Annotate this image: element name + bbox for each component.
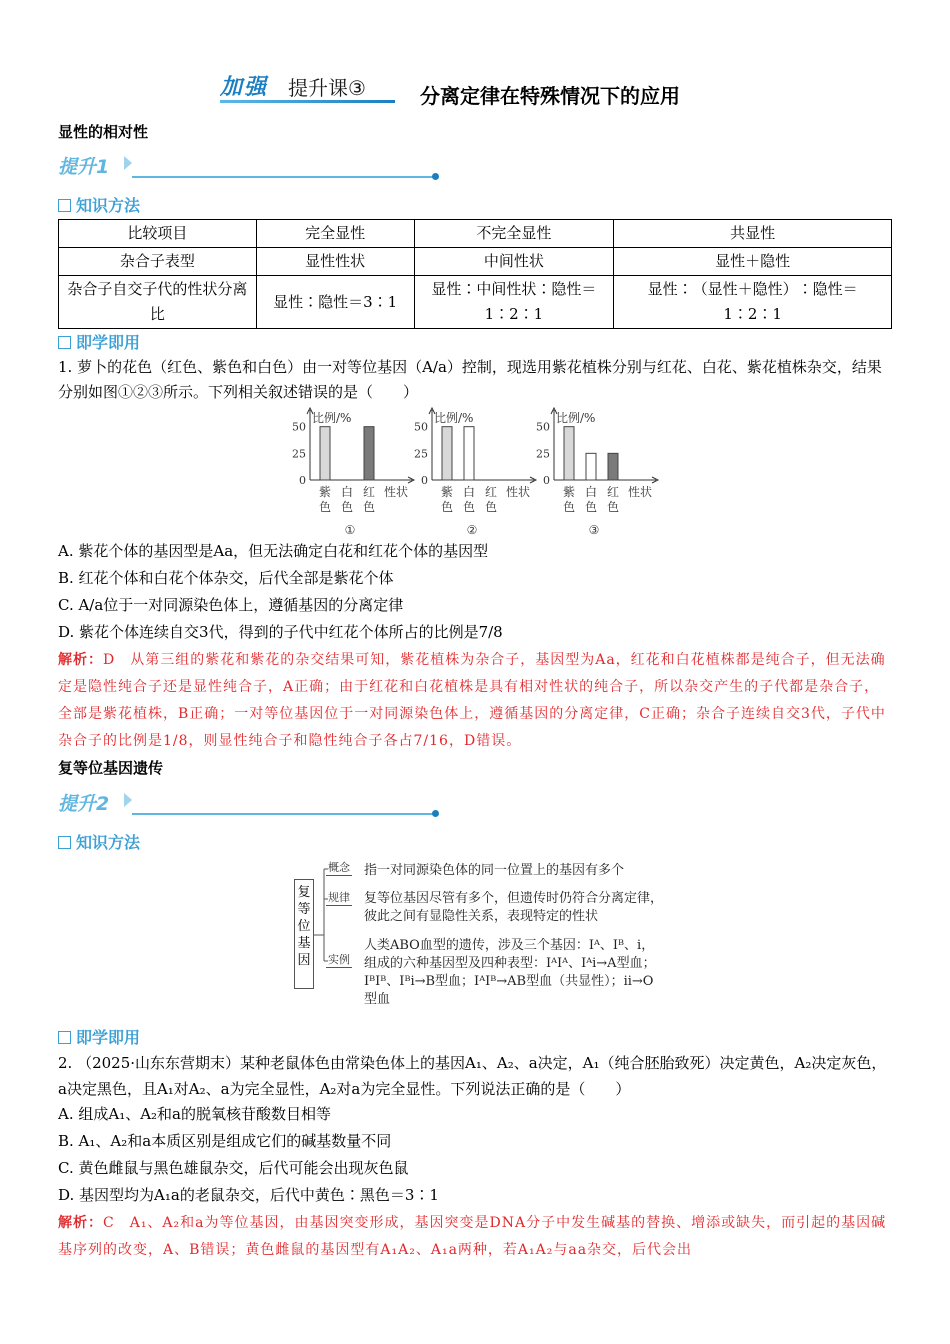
x-tick-label: 色 [340,500,354,514]
knowledge-heading-2 [58,830,140,853]
concept-keyword: 实例 [328,953,350,966]
page-title: 分离定律在特殊情况下的应用 [420,84,680,108]
x-tick-label: 色 [462,500,476,514]
x-tick-label: 色 [606,500,620,514]
banner-line [132,813,434,815]
x-tick-label: 色 [440,500,454,514]
answer-text: C A₁、A₂和a为等位基因，由基因突变形成，基因突变是DNA分子中发生碱基的替换、增添或缺失，而引起的基因碱基序列的改变，A、B错误；黄色雌鼠的基因型有A₁A₂、A₁a两种，若A₁A₂与aa杂交，后代会出 [58,1215,887,1258]
x-axis-label: 性状 [384,485,409,499]
x-tick-label: 白 [584,485,598,499]
q2-answer [58,1210,893,1264]
practice-heading-label: 即学即用 [76,1028,141,1047]
header [220,68,780,112]
knowledge-heading-label: 知识方法 [76,196,141,215]
concept-text: 人类ABO血型的遗传，涉及三个基因：Iᴬ、Iᴮ、i，组成的六种基因型及四种表型：IᴬIᴬ、Iᴬi→A型血；IᴮIᴮ、Iᴮi→B型血；IᴬIᴮ→AB型血（共显性）；ii→O型血 [364,938,656,1007]
x-tick-label: 色 [584,500,598,514]
table-cell: 不完全显性 [414,220,614,248]
bar [442,427,452,480]
y-axis-label: 比例/% [312,411,352,425]
y-tick-label: 25 [414,447,428,461]
bar [564,427,574,480]
x-tick-label: 色 [318,500,332,514]
checkbox-square-icon [58,336,71,349]
table-cell: 显性∶中间性状∶隐性＝1∶2∶1 [414,276,614,329]
x-axis-label: 性状 [506,485,531,499]
concept-text: 指一对同源染色体的同一位置上的基因有多个 [364,863,625,878]
y-axis-label: 比例/% [556,411,596,425]
section-title-dominance: 显性的相对性 [58,123,149,141]
concept-keyword: 概念 [328,861,350,874]
x-tick-label: 白 [340,485,354,499]
x-tick-label: 红 [362,485,376,499]
q2-option-c: C. 黄色雌鼠与黑色雄鼠杂交，后代可能会出现灰色鼠 [58,1159,409,1177]
concept-root: 复等位基因 [294,879,314,989]
knowledge-heading-1 [58,193,140,216]
table-cell: 中间性状 [414,248,614,276]
checkbox-square-icon [58,836,71,849]
concept-keyword: 规律 [328,891,350,904]
q2-option-a: A. 组成A₁、A₂和a的脱氧核苷酸数目相等 [58,1105,332,1123]
y-tick-label: 25 [536,447,550,461]
chart-number-label: ③ [588,523,600,537]
answer-text: D 从第三组的紫花和紫花的杂交结果可知，紫花植株为杂合子，基因型为Aa，红花和白花植株都是纯合子，但无法确定是隐性纯合子还是显性纯合子，A正确；由于红花和白花植株是具有相对性状的纯合子，所以杂交产生的子代都是杂合子，全部是紫花植株，B正确；一对等位基因位于一对同源染色体上，遵循基因的分离定律，C正确；杂合子连续自交3代，子代中杂合子的比例是1/8，则显性纯合子和隐性纯合子各占7/16，D错误。 [58,652,886,749]
q2-option-d: D. 基因型均为A₁a的老鼠杂交，后代中黄色∶黑色＝3∶1 [58,1186,439,1204]
checkbox-square-icon [58,199,71,212]
x-tick-label: 红 [606,485,620,499]
y-tick-label: 50 [292,420,306,434]
x-tick-label: 紫 [440,485,454,499]
brand-subtitle: 提升课③ [288,76,366,100]
triangle-arrow-icon [124,156,132,170]
comparison-table [58,219,892,329]
q1-answer [58,647,893,755]
answer-label: 解析： [58,652,103,668]
bar [364,427,374,480]
y-axis-label: 比例/% [434,411,474,425]
knowledge-heading-label: 知识方法 [76,833,141,852]
table-cell: 杂合子自交子代的性状分离比 [59,276,257,329]
table-cell: 显性∶（显性＋隐性）∶隐性＝1∶2∶1 [614,276,892,329]
x-tick-label: 色 [362,500,376,514]
q1-option-d: D. 紫花个体连续自交3代，得到的子代中红花个体所占的比例是7/8 [58,623,503,641]
x-tick-label: 白 [462,485,476,499]
practice-heading-2 [58,1025,140,1048]
q1-option-b: B. 红花个体和白花个体杂交，后代全部是紫花个体 [58,569,394,587]
q1-option-c: C. A/a位于一对同源染色体上，遵循基因的分离定律 [58,596,404,614]
checkbox-square-icon [58,1031,71,1044]
bar [320,427,330,480]
table-cell: 完全显性 [256,220,414,248]
bar [608,453,618,480]
bar [464,427,474,480]
q2-option-b: B. A₁、A₂和a本质区别是组成它们的碱基数量不同 [58,1132,392,1150]
question-2-stem: 2. （2025·山东东营期末）某种老鼠体色由常染色体上的基因A₁、A₂、a决定，A₁（纯合胚胎致死）决定黄色，A₂决定灰色，a决定黑色，且A₁对A₂、a为完全显性，A₂对a为完全显性。下列说法正确的是（ ） [58,1054,887,1098]
x-tick-label: 紫 [562,485,576,499]
y-tick-label: 0 [299,474,306,487]
bar-charts [286,406,666,538]
triangle-arrow-icon [124,793,132,807]
banner-line [132,176,434,178]
brand-underline [220,100,395,103]
x-tick-label: 红 [484,485,498,499]
banner-dot-icon [432,810,439,817]
x-axis-label: 性状 [628,485,653,499]
tisheng-banner-2 [58,789,443,819]
y-tick-label: 50 [414,420,428,434]
y-tick-label: 0 [543,474,550,487]
table-cell: 显性∶隐性＝3∶1 [256,276,414,329]
chart-number-label: ① [344,523,356,537]
question-1-stem: 1. 萝卜的花色（红色、紫色和白色）由一对等位基因（A/a）控制，现选用紫花植株分别与红花、白花、紫花植株杂交，结果分别如图①②③所示。下列相关叙述错误的是（ ） [58,358,882,401]
bar [586,453,596,480]
concept-brackets [314,857,364,1017]
table-row [59,248,892,276]
table-cell: 杂合子表型 [59,248,257,276]
x-tick-label: 色 [484,500,498,514]
section-title-multiple-alleles: 复等位基因遗传 [58,759,164,777]
tisheng-label: 提升2 [58,793,110,815]
answer-label: 解析： [58,1215,103,1231]
x-tick-label: 色 [562,500,576,514]
table-row [59,276,892,329]
table-row [59,220,892,248]
practice-heading-label: 即学即用 [76,333,141,352]
y-tick-label: 0 [421,474,428,487]
table-cell: 比较项目 [59,220,257,248]
x-tick-label: 紫 [318,485,332,499]
q1-option-a: A. 紫花个体的基因型是Aa，但无法确定白花和红花个体的基因型 [58,542,489,560]
y-tick-label: 50 [536,420,550,434]
brand-logo: 加强 [220,75,269,100]
chart-number-label: ② [466,523,478,537]
concept-diagram [292,857,662,1017]
table-cell: 显性性状 [256,248,414,276]
tisheng-label: 提升1 [58,156,110,178]
practice-heading-1 [58,330,140,353]
table-cell: 共显性 [614,220,892,248]
tisheng-banner-1 [58,152,443,182]
banner-dot-icon [432,173,439,180]
concept-text: 复等位基因尽管有多个，但遗传时仍符合分离定律，彼此之间有显隐性关系，表现特定的性状 [364,891,664,924]
y-tick-label: 25 [292,447,306,461]
table-cell: 显性＋隐性 [614,248,892,276]
